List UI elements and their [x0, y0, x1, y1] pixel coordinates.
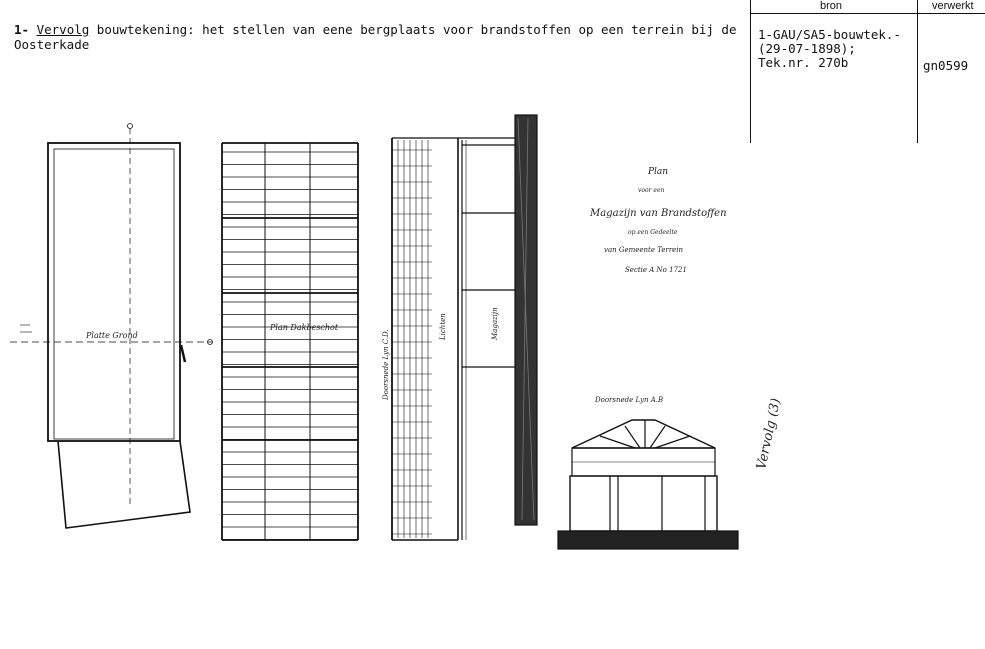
source-line-2: (29-07-1898);: [758, 41, 856, 56]
source-line-3: Tek.nr. 270b: [758, 55, 849, 70]
source-header: bron: [820, 0, 843, 12]
section-ab: [558, 420, 738, 549]
roof-plan: [222, 143, 358, 540]
source-line-1: 1-GAU/SA5-bouwtek.-: [758, 27, 901, 42]
roof-plan-label: Plan Dakbeschot: [270, 323, 339, 332]
line-number: 1-: [14, 22, 30, 37]
cartouche-line-1: Plan: [648, 167, 669, 177]
section-cd-label: Doorsnede Lyn C.D.: [382, 329, 390, 400]
room-label: Magazijn: [491, 307, 499, 340]
cartouche-line-5: van Gemeente Terrein: [604, 246, 684, 254]
title-line-1: bouwtekening: het stellen van eene bergplaats voor brandstoffen op een terrein bij de: [89, 22, 737, 37]
processed-code: gn0599: [923, 58, 969, 73]
processed-header: verwerkt: [932, 0, 974, 12]
title-line-2: Oosterkade: [14, 37, 90, 52]
title-underlined-word: Vervolg: [36, 22, 90, 37]
cartouche-line-2: voor een: [638, 187, 665, 194]
side-signature: Vervolg (3): [754, 396, 784, 471]
floor-plan-label: Platte Grond: [86, 331, 138, 340]
lean-to-label: Lichten: [439, 313, 447, 340]
title-cartouche: [589, 167, 727, 274]
cartouche-line-3: Magazijn van Brandstoffen: [590, 208, 727, 219]
floor-plan: [10, 124, 213, 529]
cartouche-line-4: op een Gedeelte: [628, 229, 678, 236]
hatched-wall: [515, 115, 537, 525]
section-ab-label: Doorsnede Lyn A.B: [595, 396, 664, 404]
cartouche-line-6: Sectie A No 1721: [625, 266, 687, 274]
